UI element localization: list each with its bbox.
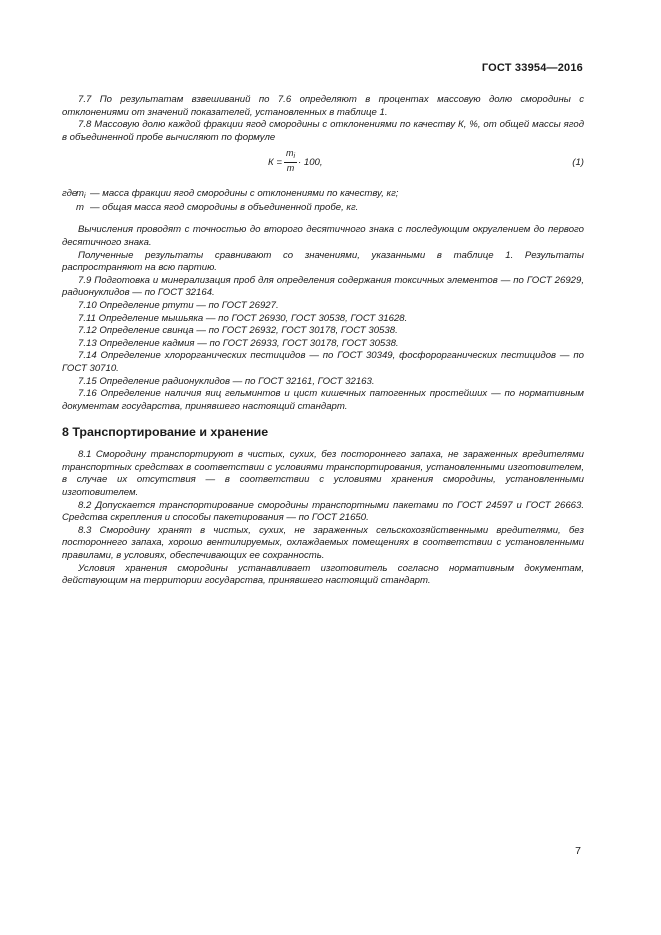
paragraph-8-3: 8.3 Смородину хранят в чистых, сухих, не зараженных сельскохозяйственными вредителями, без постороннего запаха, хорошо вентилируемых, охлаждаемых помещениях в соответствии с установленными правилами, в условиях, обеспечивающих ее сохранность. (62, 524, 584, 562)
paragraph-7-10: 7.10 Определение ртути — по ГОСТ 26927. (78, 299, 279, 311)
paragraph-7-12: 7.12 Определение свинца — по ГОСТ 26932, ГОСТ 30178, ГОСТ 30538. (78, 325, 398, 337)
where-symbol: $m_i$ (76, 188, 86, 201)
section-8-title: 8 Транспортирование и хранение (62, 425, 269, 440)
page-number: 7 (575, 845, 581, 857)
where-definition: — общая масса ягод смородины в объединенной пробе, кг. (90, 202, 359, 214)
paragraph-8-1: 8.1 Смородину транспортируют в чистых, сухих, без постороннего запаха, не зараженных вредителями транспортных средствах в соответствии с условиями транспортирования, установленными изготовителем, в случае их отсутствия — в соответствии с условиями хранения смородины, установленными изготовителем. (62, 449, 584, 499)
where-row-mi (62, 188, 584, 202)
paragraph-7-16: 7.16 Определение наличия яиц гельминтов и цист кишечных патогенных простейших — по нормативным документам государства, принявшего настоящий стандарт. (62, 388, 584, 412)
where-block (62, 188, 584, 216)
paragraph-7-11: 7.11 Определение мышьяка — по ГОСТ 26930, ГОСТ 30538, ГОСТ 31628. (78, 312, 408, 324)
paragraph-results: Полученные результаты сравнивают со значениями, указанными в таблице 1. Результаты распространяют на всю партию. (62, 249, 584, 274)
formula-multiplier: · 100, (298, 157, 323, 169)
paragraph-7-13: 7.13 Определение кадмия — по ГОСТ 26933, ГОСТ 30178, ГОСТ 30538. (78, 337, 399, 349)
formula-numerator: $m_i$ (284, 148, 297, 163)
formula-denominator: m (286, 163, 295, 174)
paragraph-7-15: 7.15 Определение радионуклидов — по ГОСТ 32161, ГОСТ 32163. (78, 375, 375, 387)
where-row-m (62, 202, 584, 216)
where-symbol: m (76, 202, 84, 214)
paragraph-7-9: 7.9 Подготовка и минерализация проб для определения содержания токсичных элементов — по ГОСТ 26929, радионуклидов — по ГОСТ 32164. (62, 274, 584, 299)
paragraph-7-8: 7.8 Массовую долю каждой фракции ягод смородины с отклонениями по качеству К, %, от общей массы ягод в объединенной пробе вычисляют по формуле (62, 119, 584, 143)
formula-lhs: К = (268, 157, 282, 169)
formula-1 (62, 148, 584, 180)
document-id: ГОСТ 33954—2016 (481, 62, 583, 74)
formula-number: (1) (572, 157, 584, 169)
paragraph-8-2: 8.2 Допускается транспортирование смородины транспортными пакетами по ГОСТ 24597 и ГОСТ 26663. Средства скрепления и способы пакетирования — по ГОСТ 21650. (62, 499, 584, 524)
where-definition: — масса фракции ягод смородины с отклонениями по качеству, кг; (90, 188, 399, 200)
page-content (62, 94, 584, 588)
paragraph-storage: Условия хранения смородины устанавливает изготовитель согласно нормативным документам, действующим на территории государства, принявшего настоящий стандарт. (62, 562, 584, 587)
where-label: где (62, 188, 78, 200)
paragraph-7-7: 7.7 По результатам взвешиваний по 7.6 определяют в процентах массовую долю смородины с отклонениями от значений показателей, установленных в таблице 1. (62, 94, 584, 118)
formula-fraction (284, 148, 297, 173)
paragraph-calc: Вычисления проводят с точностью до второго десятичного знака с последующим округлением до первого десятичного знака. (62, 224, 584, 248)
paragraph-7-14: 7.14 Определение хлорорганических пестицидов — по ГОСТ 30349, фосфорорганических пестицидов — по ГОСТ 30710. (62, 350, 584, 374)
